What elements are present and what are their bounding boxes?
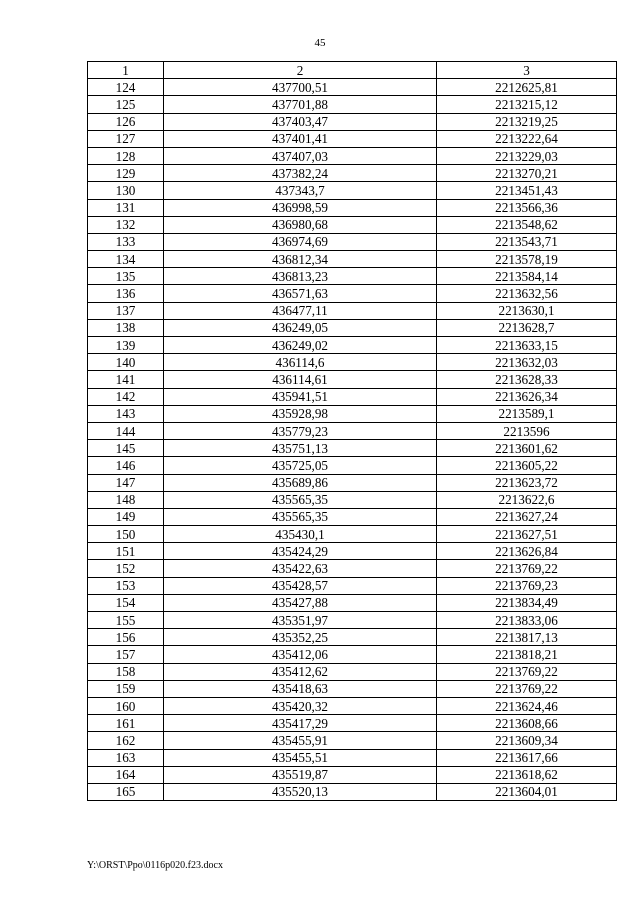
x-coordinate-cell: 435422,63: [164, 560, 437, 577]
x-coordinate-cell: 435418,63: [164, 680, 437, 697]
table-row: [88, 508, 617, 525]
y-coordinate-cell: 2213589,1: [437, 405, 617, 422]
point-number-cell: 159: [88, 680, 164, 697]
x-coordinate-cell: 435689,86: [164, 474, 437, 491]
table-row: [88, 491, 617, 508]
point-number-cell: 165: [88, 783, 164, 800]
point-number-cell: 163: [88, 749, 164, 766]
point-number-cell: 127: [88, 130, 164, 147]
x-coordinate-cell: 435412,62: [164, 663, 437, 680]
point-number-cell: 134: [88, 251, 164, 268]
x-coordinate-cell: 435751,13: [164, 440, 437, 457]
table-row: [88, 302, 617, 319]
x-coordinate-cell: 436571,63: [164, 285, 437, 302]
y-coordinate-cell: 2213626,34: [437, 388, 617, 405]
point-number-cell: 150: [88, 526, 164, 543]
file-path-footer: Y:\ORST\Ppo\0116p020.f23.docx: [87, 860, 223, 871]
table-row: [88, 457, 617, 474]
point-number-cell: 162: [88, 732, 164, 749]
point-number-cell: 130: [88, 182, 164, 199]
table-row: [88, 130, 617, 147]
point-number-cell: 142: [88, 388, 164, 405]
x-coordinate-cell: 435351,97: [164, 612, 437, 629]
x-coordinate-cell: 436980,68: [164, 216, 437, 233]
point-number-cell: 131: [88, 199, 164, 216]
x-coordinate-cell: 437700,51: [164, 79, 437, 96]
point-number-cell: 155: [88, 612, 164, 629]
point-number-cell: 149: [88, 508, 164, 525]
point-number-cell: 141: [88, 371, 164, 388]
x-coordinate-cell: 436249,05: [164, 319, 437, 336]
point-number-cell: 161: [88, 715, 164, 732]
y-coordinate-cell: 2212625,81: [437, 79, 617, 96]
y-coordinate-cell: 2213548,62: [437, 216, 617, 233]
table-row: [88, 354, 617, 371]
point-number-cell: 133: [88, 233, 164, 250]
table-row: [88, 749, 617, 766]
y-coordinate-cell: 2213833,06: [437, 612, 617, 629]
table-row: [88, 251, 617, 268]
table-row: [88, 199, 617, 216]
point-number-cell: 125: [88, 96, 164, 113]
table-row: [88, 663, 617, 680]
y-coordinate-cell: 2213769,22: [437, 680, 617, 697]
point-number-cell: 126: [88, 113, 164, 130]
coordinates-table: [87, 61, 617, 801]
y-coordinate-cell: 2213817,13: [437, 629, 617, 646]
y-coordinate-cell: 2213769,22: [437, 663, 617, 680]
y-coordinate-cell: 2213222,64: [437, 130, 617, 147]
table-row: [88, 560, 617, 577]
x-coordinate-cell: 437343,7: [164, 182, 437, 199]
y-coordinate-cell: 2213270,21: [437, 165, 617, 182]
x-coordinate-cell: 436813,23: [164, 268, 437, 285]
x-coordinate-cell: 435424,29: [164, 543, 437, 560]
point-number-cell: 139: [88, 337, 164, 354]
table-row: [88, 371, 617, 388]
table-row: [88, 526, 617, 543]
point-number-cell: 143: [88, 405, 164, 422]
column-header-1: 1: [88, 62, 164, 79]
x-coordinate-cell: 436114,61: [164, 371, 437, 388]
x-coordinate-cell: 435725,05: [164, 457, 437, 474]
table-row: [88, 629, 617, 646]
y-coordinate-cell: 2213626,84: [437, 543, 617, 560]
x-coordinate-cell: 437701,88: [164, 96, 437, 113]
table-row: [88, 285, 617, 302]
table-row: [88, 646, 617, 663]
point-number-cell: 138: [88, 319, 164, 336]
x-coordinate-cell: 435412,06: [164, 646, 437, 663]
point-number-cell: 140: [88, 354, 164, 371]
point-number-cell: 147: [88, 474, 164, 491]
y-coordinate-cell: 2213818,21: [437, 646, 617, 663]
y-coordinate-cell: 2213566,36: [437, 199, 617, 216]
x-coordinate-cell: 435565,35: [164, 491, 437, 508]
y-coordinate-cell: 2213618,62: [437, 766, 617, 783]
point-number-cell: 157: [88, 646, 164, 663]
point-number-cell: 151: [88, 543, 164, 560]
point-number-cell: 129: [88, 165, 164, 182]
x-coordinate-cell: 437382,24: [164, 165, 437, 182]
y-coordinate-cell: 2213605,22: [437, 457, 617, 474]
y-coordinate-cell: 2213604,01: [437, 783, 617, 800]
point-number-cell: 160: [88, 697, 164, 714]
table-row: [88, 319, 617, 336]
table-row: [88, 715, 617, 732]
x-coordinate-cell: 435520,13: [164, 783, 437, 800]
y-coordinate-cell: 2213632,03: [437, 354, 617, 371]
x-coordinate-cell: 435420,32: [164, 697, 437, 714]
table-row: [88, 766, 617, 783]
y-coordinate-cell: 2213229,03: [437, 147, 617, 164]
y-coordinate-cell: 2213215,12: [437, 96, 617, 113]
table-row: [88, 216, 617, 233]
table-row: [88, 440, 617, 457]
point-number-cell: 153: [88, 577, 164, 594]
y-coordinate-cell: 2213627,24: [437, 508, 617, 525]
point-number-cell: 154: [88, 594, 164, 611]
table-row: [88, 680, 617, 697]
table-header-row: [88, 62, 617, 79]
page-number: 45: [314, 37, 326, 49]
point-number-cell: 148: [88, 491, 164, 508]
x-coordinate-cell: 435430,1: [164, 526, 437, 543]
y-coordinate-cell: 2213596: [437, 422, 617, 439]
y-coordinate-cell: 2213622,6: [437, 491, 617, 508]
y-coordinate-cell: 2213601,62: [437, 440, 617, 457]
y-coordinate-cell: 2213769,22: [437, 560, 617, 577]
table-row: [88, 337, 617, 354]
point-number-cell: 156: [88, 629, 164, 646]
x-coordinate-cell: 436998,59: [164, 199, 437, 216]
point-number-cell: 164: [88, 766, 164, 783]
x-coordinate-cell: 436249,02: [164, 337, 437, 354]
table-row: [88, 165, 617, 182]
x-coordinate-cell: 435455,91: [164, 732, 437, 749]
y-coordinate-cell: 2213769,23: [437, 577, 617, 594]
x-coordinate-cell: 435565,35: [164, 508, 437, 525]
table-row: [88, 388, 617, 405]
table-body: [88, 79, 617, 801]
x-coordinate-cell: 436812,34: [164, 251, 437, 268]
x-coordinate-cell: 435427,88: [164, 594, 437, 611]
y-coordinate-cell: 2213834,49: [437, 594, 617, 611]
y-coordinate-cell: 2213219,25: [437, 113, 617, 130]
point-number-cell: 152: [88, 560, 164, 577]
y-coordinate-cell: 2213543,71: [437, 233, 617, 250]
table-row: [88, 79, 617, 96]
point-number-cell: 144: [88, 422, 164, 439]
y-coordinate-cell: 2213632,56: [437, 285, 617, 302]
table-row: [88, 96, 617, 113]
y-coordinate-cell: 2213627,51: [437, 526, 617, 543]
table-row: [88, 594, 617, 611]
y-coordinate-cell: 2213608,66: [437, 715, 617, 732]
x-coordinate-cell: 437403,47: [164, 113, 437, 130]
y-coordinate-cell: 2213633,15: [437, 337, 617, 354]
table-row: [88, 405, 617, 422]
x-coordinate-cell: 435941,51: [164, 388, 437, 405]
point-number-cell: 146: [88, 457, 164, 474]
column-header-3: 3: [437, 62, 617, 79]
point-number-cell: 145: [88, 440, 164, 457]
x-coordinate-cell: 436114,6: [164, 354, 437, 371]
point-number-cell: 158: [88, 663, 164, 680]
table-row: [88, 543, 617, 560]
x-coordinate-cell: 435352,25: [164, 629, 437, 646]
table-row: [88, 783, 617, 800]
x-coordinate-cell: 436974,69: [164, 233, 437, 250]
x-coordinate-cell: 435428,57: [164, 577, 437, 594]
table-row: [88, 113, 617, 130]
x-coordinate-cell: 436477,11: [164, 302, 437, 319]
x-coordinate-cell: 435779,23: [164, 422, 437, 439]
y-coordinate-cell: 2213584,14: [437, 268, 617, 285]
point-number-cell: 136: [88, 285, 164, 302]
y-coordinate-cell: 2213630,1: [437, 302, 617, 319]
column-header-2: 2: [164, 62, 437, 79]
x-coordinate-cell: 435455,51: [164, 749, 437, 766]
y-coordinate-cell: 2213623,72: [437, 474, 617, 491]
x-coordinate-cell: 437407,03: [164, 147, 437, 164]
table-row: [88, 577, 617, 594]
table-row: [88, 147, 617, 164]
point-number-cell: 135: [88, 268, 164, 285]
table-row: [88, 697, 617, 714]
table-row: [88, 422, 617, 439]
point-number-cell: 128: [88, 147, 164, 164]
y-coordinate-cell: 2213578,19: [437, 251, 617, 268]
y-coordinate-cell: 2213617,66: [437, 749, 617, 766]
y-coordinate-cell: 2213628,7: [437, 319, 617, 336]
table-row: [88, 732, 617, 749]
table-row: [88, 268, 617, 285]
x-coordinate-cell: 435928,98: [164, 405, 437, 422]
point-number-cell: 124: [88, 79, 164, 96]
table-row: [88, 612, 617, 629]
x-coordinate-cell: 437401,41: [164, 130, 437, 147]
y-coordinate-cell: 2213609,34: [437, 732, 617, 749]
point-number-cell: 137: [88, 302, 164, 319]
table-row: [88, 474, 617, 491]
y-coordinate-cell: 2213624,46: [437, 697, 617, 714]
x-coordinate-cell: 435417,29: [164, 715, 437, 732]
table-row: [88, 182, 617, 199]
point-number-cell: 132: [88, 216, 164, 233]
y-coordinate-cell: 2213628,33: [437, 371, 617, 388]
x-coordinate-cell: 435519,87: [164, 766, 437, 783]
table-row: [88, 233, 617, 250]
y-coordinate-cell: 2213451,43: [437, 182, 617, 199]
